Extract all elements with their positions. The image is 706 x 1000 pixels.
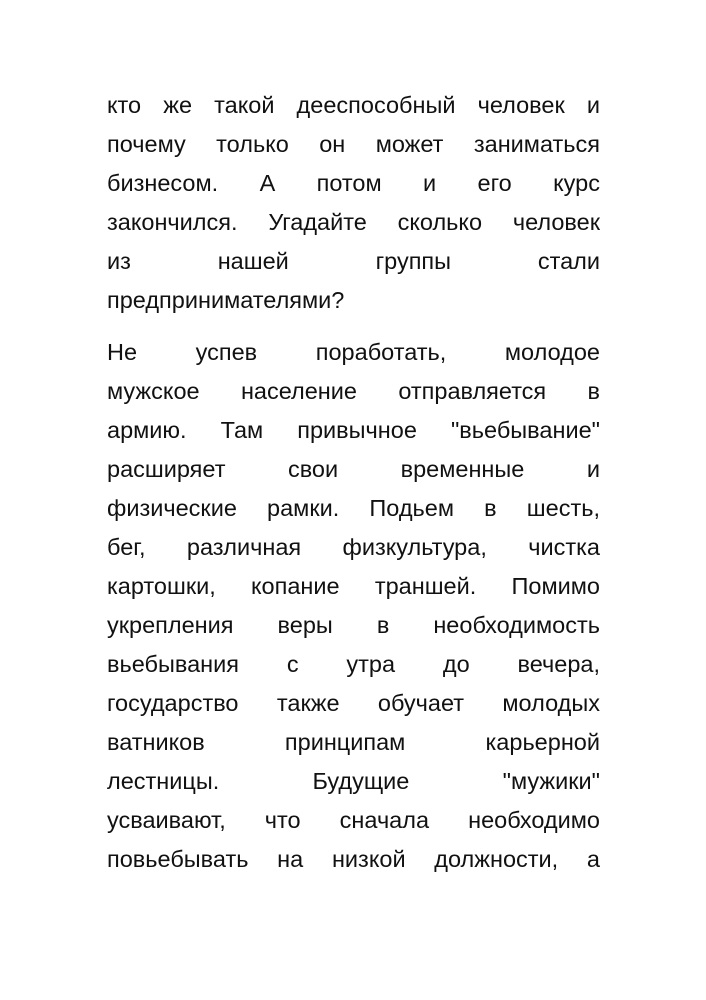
- text-line: бизнесом. А потом и его курс: [107, 170, 600, 196]
- text-line: из нашей группы стали: [107, 248, 600, 274]
- text-line: вьебывания с утра до вечера,: [107, 651, 600, 677]
- text-line: расширяет свои временные и: [107, 456, 600, 482]
- text-line: почему только он может заниматься: [107, 131, 600, 157]
- document-page: [107, 86, 600, 892]
- text-line: повьебывать на низкой должности, а: [107, 846, 600, 872]
- paragraph-1: [107, 86, 600, 320]
- text-line: мужское население отправляется в: [107, 378, 600, 404]
- text-line: армию. Там привычное "вьебывание": [107, 417, 600, 443]
- text-line: бег, различная физкультура, чистка: [107, 534, 600, 560]
- text-line: ватников принципам карьерной: [107, 729, 600, 755]
- text-line: усваивают, что сначала необходимо: [107, 807, 600, 833]
- text-line: Не успев поработать, молодое: [107, 339, 600, 365]
- text-line: закончился. Угадайте сколько человек: [107, 209, 600, 235]
- text-line: кто же такой дееспособный человек и: [107, 92, 600, 118]
- text-line: предпринимателями?: [107, 287, 345, 313]
- text-line: государство также обучает молодых: [107, 690, 600, 716]
- text-line: укрепления веры в необходимость: [107, 612, 600, 638]
- text-line: физические рамки. Подьем в шесть,: [107, 495, 600, 521]
- text-line: лестницы. Будущие "мужики": [107, 768, 600, 794]
- text-line: картошки, копание траншей. Помимо: [107, 573, 600, 599]
- paragraph-2: [107, 333, 600, 879]
